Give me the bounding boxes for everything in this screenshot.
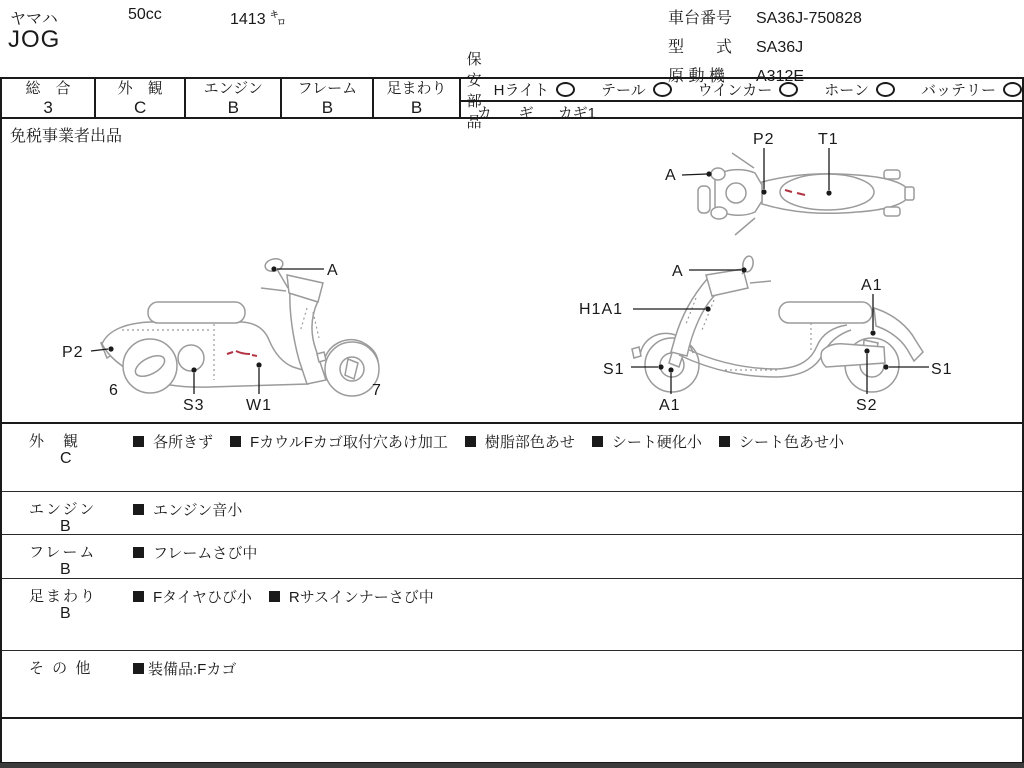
condition-frame-items	[133, 542, 257, 563]
callout-7-left-view: 7	[372, 382, 382, 399]
bullet-square-icon	[133, 504, 144, 515]
callout-p2-left-view: P2	[62, 344, 84, 361]
rating-frame-label: フレーム	[297, 80, 358, 97]
condition-frame-grade: B	[60, 561, 71, 578]
callout-s3-left-view: S3	[183, 397, 205, 414]
safety-item-taillight	[601, 79, 672, 100]
chassis-number-line	[668, 4, 862, 33]
empty-bottom-row	[2, 719, 1022, 761]
condition-item	[719, 431, 844, 452]
chassis-number-value: SA36J-750828	[756, 10, 862, 27]
callout-a-right-view: A	[672, 263, 684, 280]
callout-a1-bottom-right-view: A1	[659, 397, 681, 414]
bullet-square-icon	[230, 436, 241, 447]
winker-label: ウインカー	[697, 82, 773, 99]
rating-engine	[186, 79, 282, 117]
condition-item-text: Fタイヤひび小	[153, 589, 252, 606]
condition-undercarriage-label: 足まわり	[29, 588, 98, 605]
rating-overall-label: 総 合	[25, 80, 71, 97]
scooter-top-view-diagram	[652, 127, 922, 241]
rating-exterior-label: 外 観	[117, 80, 163, 97]
condition-item-text: シート色あせ小	[738, 434, 844, 451]
rating-exterior-grade: C	[134, 98, 147, 117]
callout-s1-right-right-view: S1	[931, 361, 953, 378]
taillight-ok-circle-icon	[653, 82, 672, 97]
condition-other-items	[133, 658, 236, 679]
bullet-square-icon	[465, 436, 476, 447]
condition-exterior-label: 外 観	[29, 433, 81, 450]
safety-item-headlight	[494, 79, 575, 100]
model-name: JOG	[8, 26, 61, 53]
safety-item-horn	[824, 79, 895, 100]
bullet-square-icon	[133, 591, 144, 602]
bullet-square-icon	[719, 436, 730, 447]
condition-item-text: FカウルFカゴ取付穴あけ加工	[250, 434, 448, 451]
headlight-label: Hライト	[493, 82, 550, 99]
condition-item	[230, 431, 448, 452]
condition-item	[133, 542, 257, 563]
rating-overall	[2, 79, 96, 117]
condition-item	[592, 431, 702, 452]
condition-item	[133, 658, 236, 679]
type-label: 型 式	[668, 39, 733, 56]
type-value: SA36J	[756, 39, 804, 56]
rating-undercarriage-label: 足まわり	[386, 80, 447, 97]
condition-exterior-items	[133, 431, 844, 452]
battery-label: バッテリー	[920, 82, 996, 99]
condition-row-undercarriage	[2, 579, 1022, 651]
callout-s2-right-view: S2	[856, 397, 878, 414]
rating-frame-grade: B	[321, 98, 334, 117]
winker-ok-circle-icon	[779, 82, 798, 97]
condition-item-text: シート硬化小	[611, 434, 702, 451]
condition-item-text: エンジン音小	[153, 502, 243, 519]
callout-a1-top-right-view: A1	[861, 277, 883, 294]
taillight-label: テール	[601, 82, 646, 99]
horn-label: ホーン	[824, 82, 869, 99]
callout-t1-top-view: T1	[818, 131, 839, 148]
rating-exterior	[96, 79, 186, 117]
condition-row-engine	[2, 492, 1022, 535]
condition-frame-label: フレーム	[29, 544, 97, 561]
bullet-square-icon	[133, 547, 144, 558]
type-line	[668, 33, 862, 62]
key-label: カ ギ	[476, 105, 540, 122]
safety-item-battery	[921, 79, 1022, 100]
callout-w1-left-view: W1	[246, 397, 272, 414]
condition-other-label: そ の 他	[29, 660, 93, 677]
header	[0, 0, 1024, 85]
callout-p2-top-view: P2	[753, 131, 775, 148]
horn-ok-circle-icon	[876, 82, 895, 97]
condition-row-frame	[2, 535, 1022, 579]
safety-item-winker	[698, 79, 799, 100]
condition-item	[133, 499, 242, 520]
condition-item	[133, 431, 213, 452]
condition-item-text: Rサスインナーさび中	[288, 589, 434, 606]
headlight-ok-circle-icon	[556, 82, 575, 97]
rating-engine-grade: B	[227, 98, 239, 117]
condition-item	[133, 586, 252, 607]
bullet-square-icon	[133, 436, 144, 447]
bullet-square-icon	[269, 591, 280, 602]
scooter-right-side-diagram	[575, 248, 972, 416]
bullet-square-icon	[592, 436, 603, 447]
brand-name: ヤマハ	[10, 11, 58, 28]
condition-engine-items	[133, 499, 242, 520]
callout-6-left-view: 6	[109, 382, 119, 399]
condition-item-text: 各所きず	[153, 434, 214, 451]
callout-a-top-view: A	[665, 167, 677, 184]
condition-row-other	[2, 651, 1022, 719]
condition-exterior-grade: C	[60, 450, 72, 467]
engine-code-label: 原 動 機	[668, 68, 725, 85]
scan-edge-strip	[0, 763, 1024, 768]
callout-h1a1-right-view: H1A1	[579, 301, 624, 318]
condition-engine-label: エンジン	[29, 501, 97, 518]
diagram-area	[2, 119, 1022, 424]
condition-undercarriage-grade: B	[60, 605, 71, 622]
bullet-square-icon	[133, 663, 144, 674]
callout-s1-left-right-view: S1	[603, 361, 625, 378]
rating-undercarriage-grade: B	[410, 98, 423, 117]
engine-code-value: A312E	[756, 68, 805, 85]
condition-item	[465, 431, 575, 452]
callout-a-left-view: A	[327, 262, 339, 279]
scooter-left-side-diagram	[60, 248, 410, 416]
key-value: カギ1	[557, 105, 596, 122]
condition-engine-grade: B	[60, 518, 71, 535]
engine-displacement: 50cc	[128, 6, 162, 23]
mileage-value: 1413 ㌔	[230, 11, 287, 28]
condition-item-text: 装備品:Fカゴ	[148, 661, 237, 678]
condition-item	[269, 586, 434, 607]
condition-row-exterior	[2, 424, 1022, 492]
rating-frame	[282, 79, 374, 117]
condition-undercarriage-items	[133, 586, 434, 607]
seller-notice: 免税事業者出品	[10, 128, 123, 145]
rating-engine-label: エンジン	[203, 80, 263, 97]
chassis-number-label: 車台番号	[668, 10, 733, 27]
rating-overall-grade: 3	[43, 98, 53, 117]
condition-item-text: フレームさび中	[153, 545, 258, 562]
safety-parts-title: 保安部品	[466, 50, 482, 131]
battery-ok-circle-icon	[1003, 82, 1022, 97]
rating-undercarriage	[374, 79, 460, 117]
condition-item-text: 樹脂部色あせ	[484, 434, 575, 451]
